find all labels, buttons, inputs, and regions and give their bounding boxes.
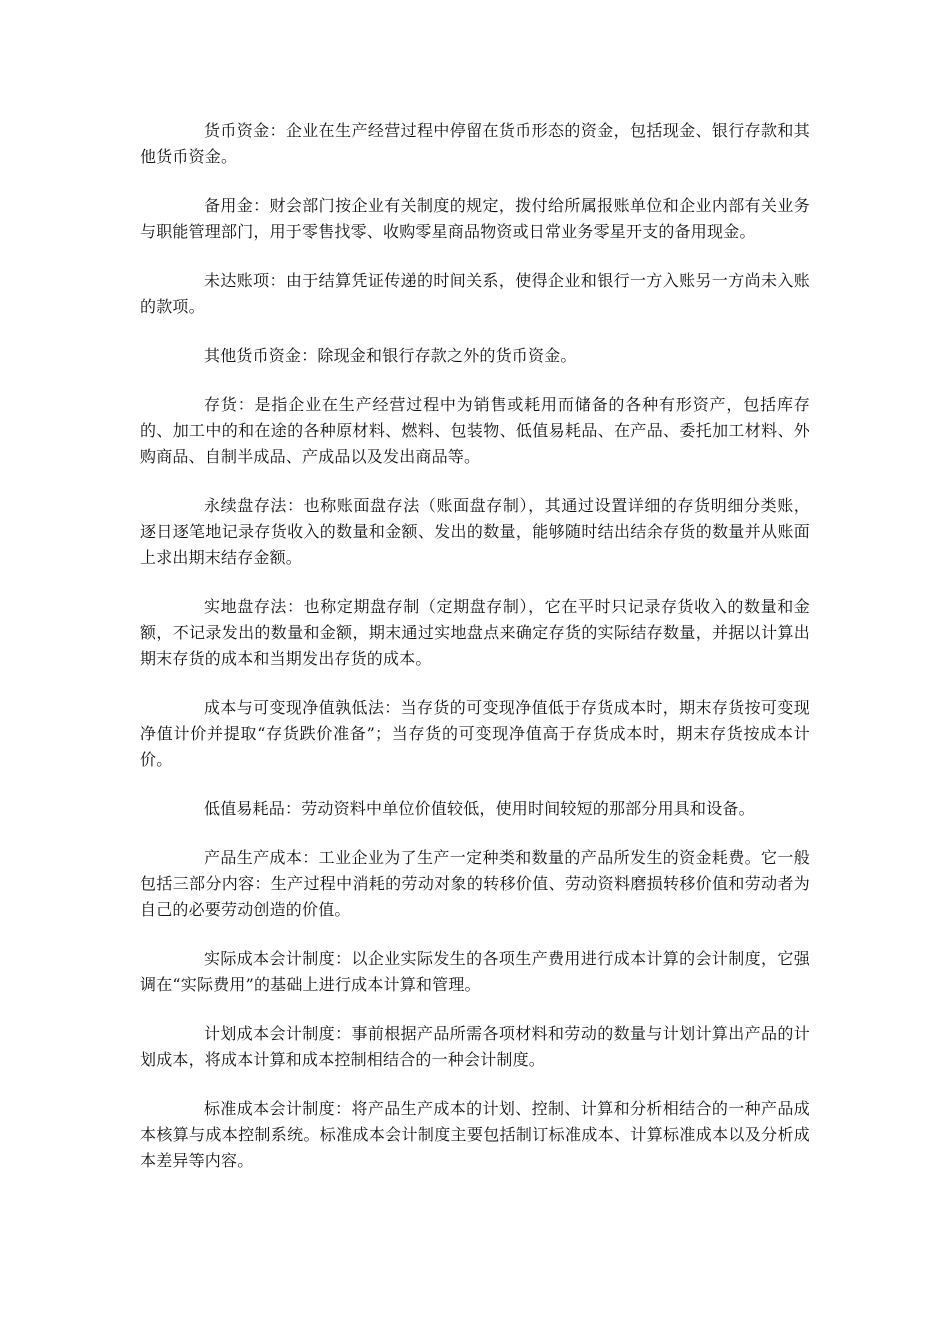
paragraph-periodic-inventory: 实地盘存法：也称定期盘存制（定期盘存制），它在平时只记录存货收入的数量和金额，不记录发出的数量和金额，期末通过实地盘点来确定存货的实际结存数量，并据以计算出期末存货的成本和当期发出存货的成本。 xyxy=(140,597,810,668)
paragraph-perpetual-inventory: 永续盘存法：也称账面盘存法（账面盘存制），其通过设置详细的存货明细分类账，逐日逐笔地记录存货收入的数量和金额、发出的数量，能够随时结出结余存货的数量并从账面上求出期末结存金额。 xyxy=(140,496,810,567)
paragraph-actual-cost-system: 实际成本会计制度：以企业实际发生的各项生产费用进行成本计算的会计制度，它强调在“实际费用”的基础上进行成本计算和管理。 xyxy=(140,949,810,994)
paragraph-planned-cost-system: 计划成本会计制度：事前根据产品所需各项材料和劳动的数量与计划计算出产品的计划成本，将成本计算和成本控制相结合的一种会计制度。 xyxy=(140,1024,810,1069)
paragraph-lower-of-cost: 成本与可变现净值孰低法：当存货的可变现净值低于存货成本时，期末存货按可变现净值计价并提取“存货跌价准备”；当存货的可变现净值高于存货成本时，期末存货按成本计价。 xyxy=(140,698,810,769)
paragraph-monetary-funds: 货币资金：企业在生产经营过程中停留在货币形态的资金，包括现金、银行存款和其他货币资金。 xyxy=(140,121,810,166)
paragraph-standard-cost-system: 标准成本会计制度：将产品生产成本的计划、控制、计算和分析相结合的一种产品成本核算与成本控制系统。标准成本会计制度主要包括制订标准成本、计算标准成本以及分析成本差异等内容。 xyxy=(140,1099,810,1170)
document-page xyxy=(140,118,810,1197)
paragraph-other-monetary-funds: 其他货币资金：除现金和银行存款之外的货币资金。 xyxy=(204,346,577,365)
paragraph-low-value-consumables: 低值易耗品：劳动资料中单位价值较低，使用时间较短的那部分用具和设备。 xyxy=(204,799,755,818)
paragraph-production-cost: 产品生产成本：工业企业为了生产一定种类和数量的产品所发生的资金耗费。它一般包括三部分内容：生产过程中消耗的劳动对象的转移价值、劳动资料磨损转移价值和劳动者为自己的必要劳动创造的价值。 xyxy=(140,848,810,919)
paragraph-petty-cash: 备用金：财会部门按企业有关制度的规定，拨付给所属报账单位和企业内部有关业务与职能管理部门，用于零售找零、收购零星商品物资或日常业务零星开支的备用现金。 xyxy=(140,196,810,241)
paragraph-outstanding-items: 未达账项：由于结算凭证传递的时间关系，使得企业和银行一方入账另一方尚未入账的款项。 xyxy=(140,271,810,316)
paragraph-inventory: 存货：是指企业在生产经营过程中为销售或耗用而储备的各种有形资产，包括库存的、加工中的和在途的各种原材料、燃料、包装物、低值易耗品、在产品、委托加工材料、外购商品、自制半成品、产成品以及发出商品等。 xyxy=(140,395,810,466)
